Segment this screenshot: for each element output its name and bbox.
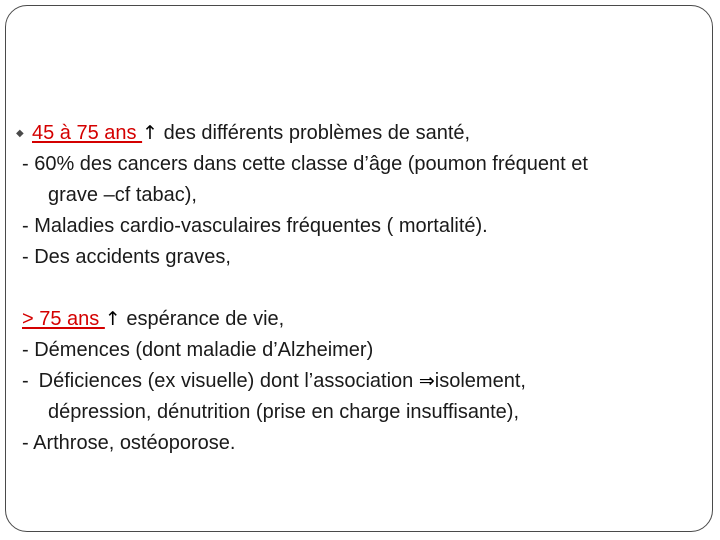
section2-heading: > 75 ans <box>22 308 105 330</box>
slide-content <box>16 118 712 459</box>
section1-line-accidents: - Des accidents graves, <box>22 246 231 268</box>
section2-isolement: isolement, <box>434 370 526 392</box>
section1-line-cardio: - Maladies cardio-vasculaires fréquentes ( mortalité). <box>22 215 488 237</box>
section1-line-cancers: - 60% des cancers dans cette classe d’âge (poumon fréquent et <box>22 153 588 175</box>
section2-line-arthrose: - Arthrose, ostéoporose. <box>22 432 236 454</box>
section2-line-deficiences <box>22 366 712 397</box>
section2-heading-line <box>22 304 712 335</box>
section1-heading-line <box>16 118 712 149</box>
section2-heading-rest: espérance de vie, <box>120 308 285 330</box>
section1-heading-rest: des différents problèmes de santé, <box>158 122 471 144</box>
section2-dash: - <box>22 370 29 392</box>
section2-line-depression: dépression, dénutrition (prise en charge insuffisante), <box>48 401 520 423</box>
section1-line-cancers-cont: grave –cf tabac), <box>48 184 197 206</box>
up-arrow-icon: ↑ <box>142 122 159 144</box>
section2-line-demences: - Démences (dont maladie d’Alzheimer) <box>22 339 374 361</box>
section2-deficiences-text: Déficiences (ex visuelle) dont l’association <box>38 370 419 392</box>
up-arrow-icon: ↑ <box>104 308 121 330</box>
implies-arrow-icon: ⇒ <box>418 370 435 392</box>
section-gap <box>22 273 712 304</box>
section1-heading: 45 à 75 ans <box>32 122 143 144</box>
diamond-bullet-icon: ◆ <box>16 128 24 139</box>
